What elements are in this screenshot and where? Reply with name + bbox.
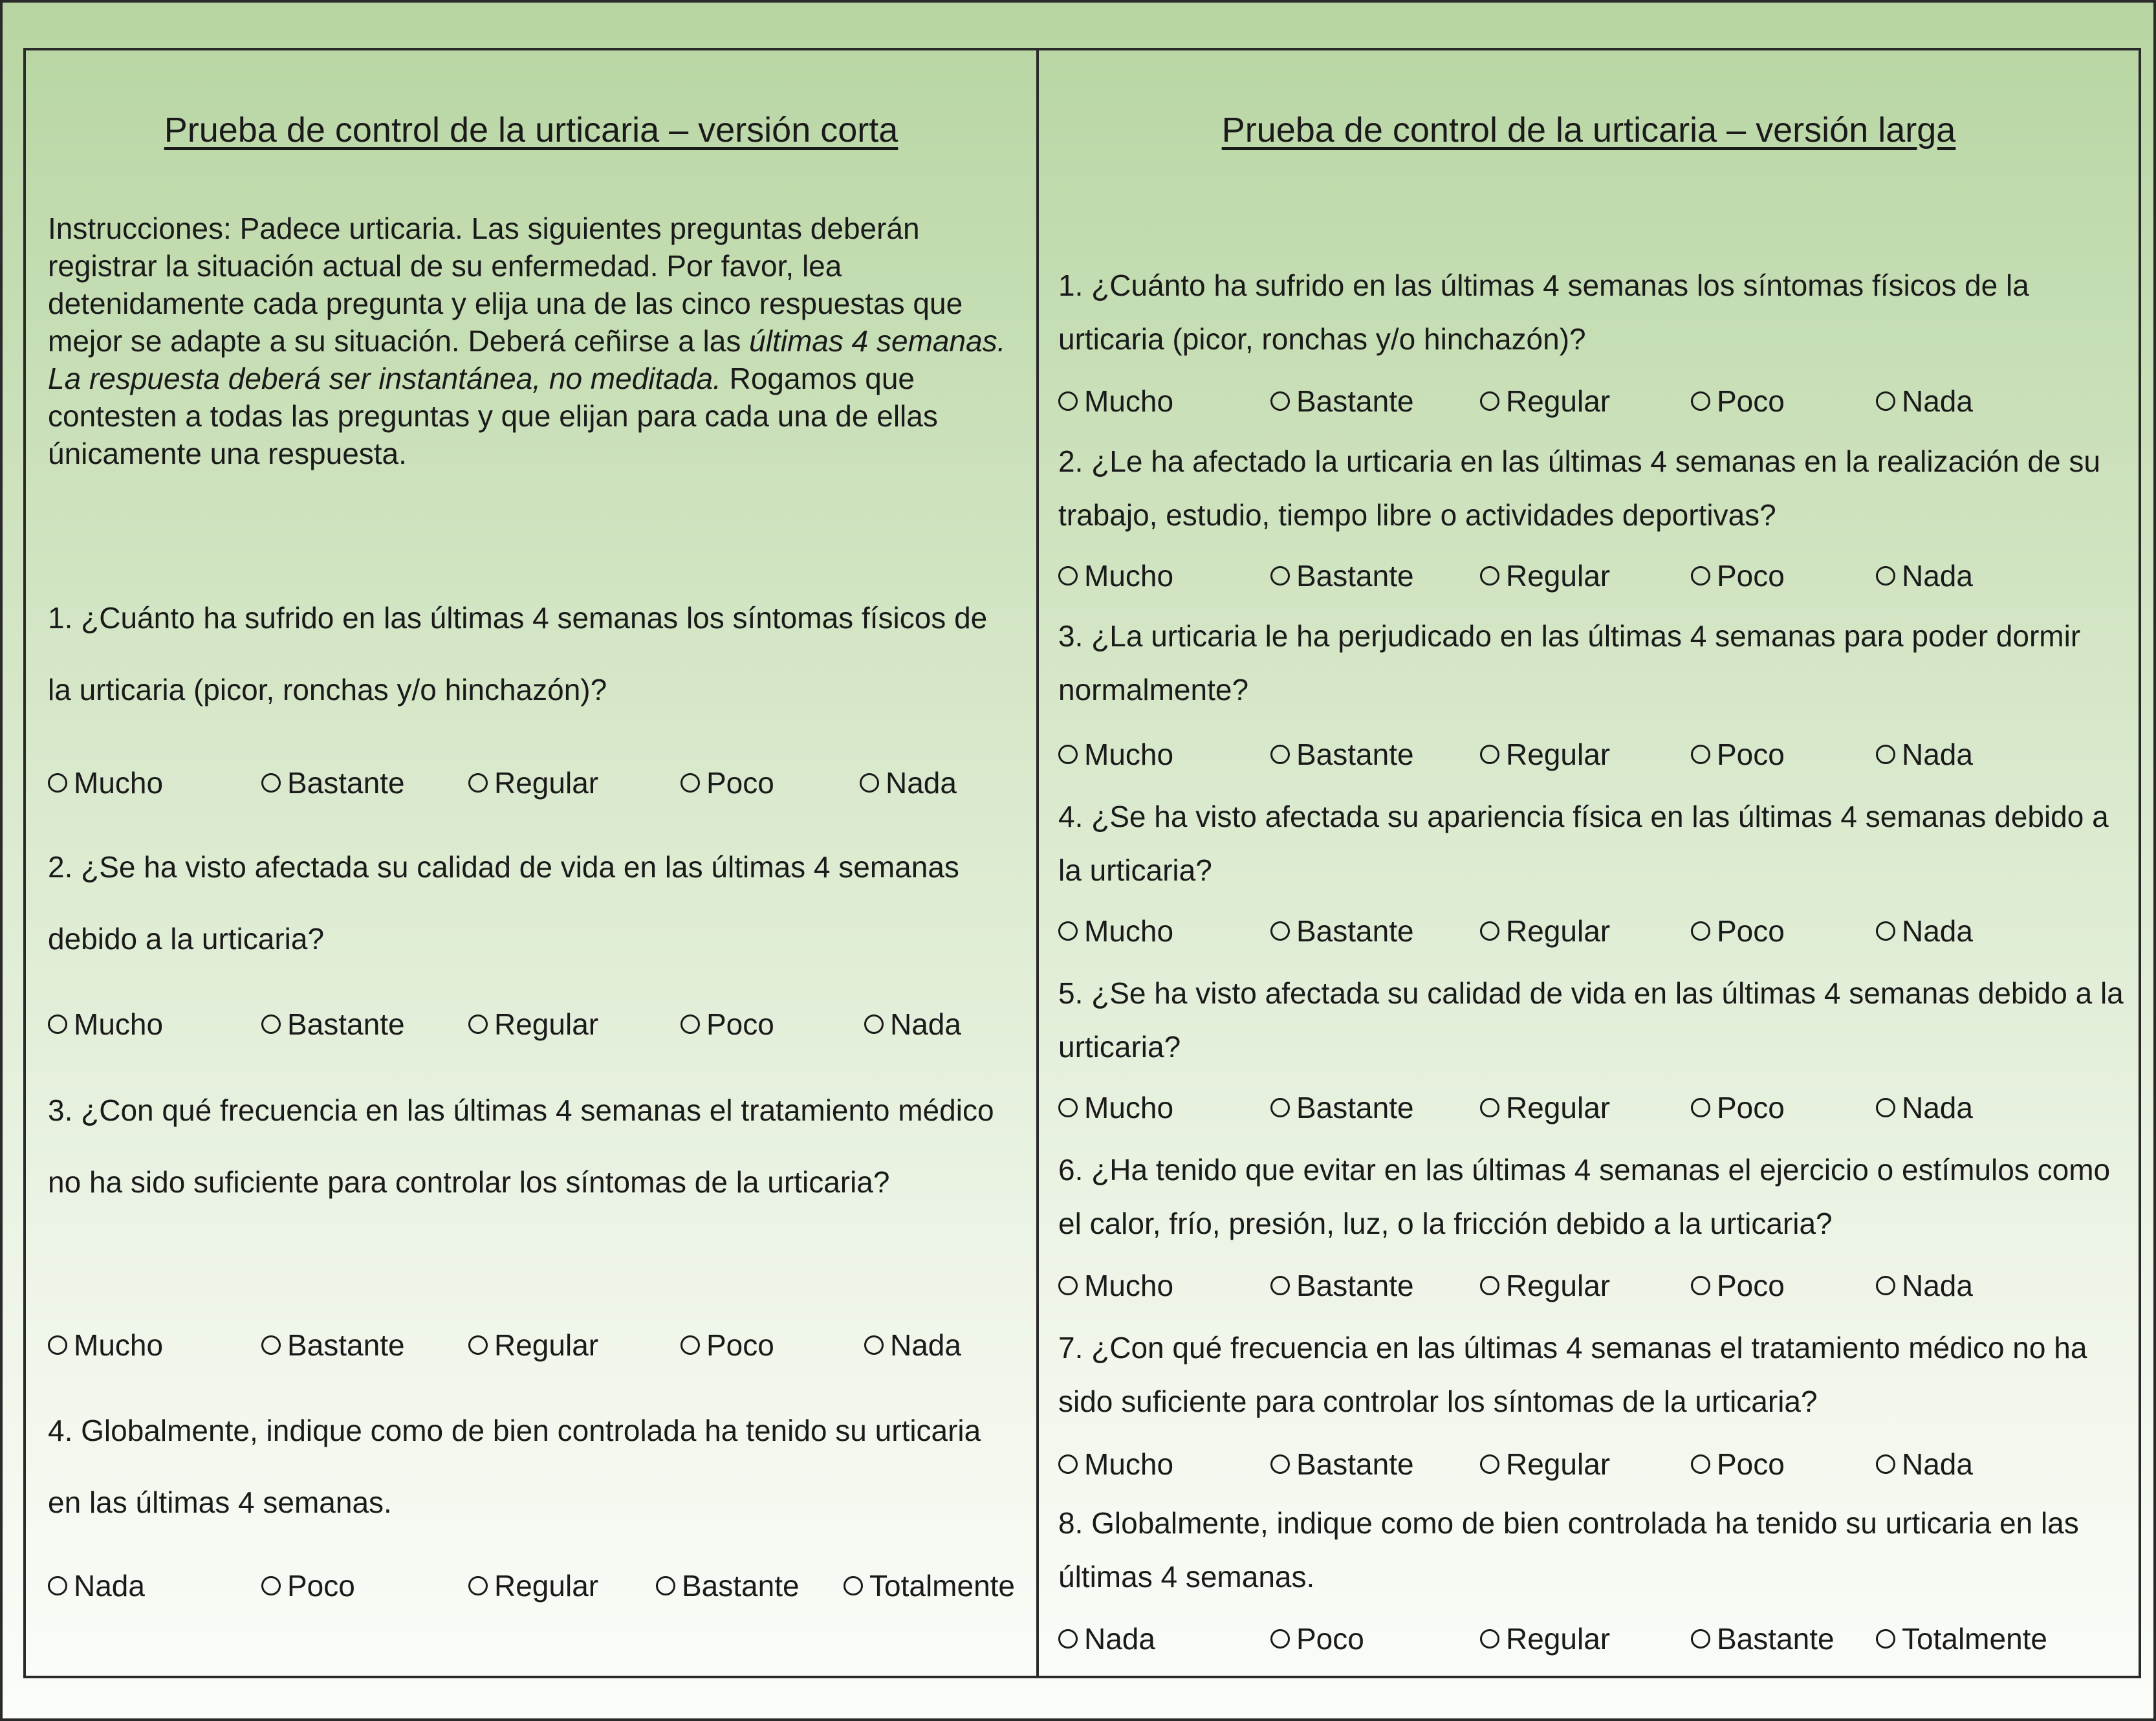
radio-circle-icon[interactable] (1876, 921, 1895, 941)
short-question-2: 2. ¿Se ha visto afectada su calidad de vida en las últimas 4 semanas debido a la urticaria? (48, 850, 959, 956)
radio-circle-icon[interactable] (1691, 1276, 1710, 1295)
option-label: Nada (1084, 1622, 1155, 1656)
long-q3-option-5[interactable] (1876, 737, 1973, 772)
long-q7-option-1[interactable] (1058, 1447, 1173, 1482)
long-question-4-options (1058, 914, 2132, 952)
long-q5-option-1[interactable] (1058, 1090, 1173, 1125)
option-label: Poco (1717, 738, 1785, 771)
long-q2-option-3[interactable] (1480, 558, 1610, 593)
radio-circle-icon[interactable] (1270, 1629, 1290, 1649)
option-label: Bastante (1296, 914, 1414, 948)
radio-circle-icon[interactable] (656, 1576, 675, 1595)
option-label: Regular (1506, 1269, 1611, 1302)
radio-circle-icon[interactable] (1691, 745, 1710, 764)
radio-circle-icon[interactable] (681, 1014, 700, 1034)
radio-circle-icon[interactable] (1058, 391, 1078, 411)
long-q1-option-3[interactable] (1480, 384, 1610, 419)
long-q8-option-1[interactable] (1058, 1621, 1155, 1656)
short-q2-option-5[interactable] (864, 1007, 961, 1042)
long-question-4: 4. ¿Se ha visto afectada su apariencia física en las últimas 4 semanas debido a la urticaria? (1058, 800, 2109, 887)
radio-circle-icon[interactable] (1270, 745, 1290, 764)
option-label: Bastante (287, 766, 405, 800)
long-q5-option-3[interactable] (1480, 1090, 1610, 1125)
radio-circle-icon[interactable] (1876, 566, 1895, 586)
long-q6-option-1[interactable] (1058, 1268, 1173, 1303)
option-label: Nada (1902, 1447, 1973, 1481)
option-label: Poco (706, 766, 774, 800)
long-q4-option-5[interactable] (1876, 914, 1973, 948)
long-q3-option-3[interactable] (1480, 737, 1610, 772)
option-label: Totalmente (869, 1569, 1016, 1603)
instructions-italic: últimas 4 semanas. La respuesta deberá ser instantánea, no meditada. (48, 324, 1006, 395)
long-q8-option-5[interactable] (1876, 1621, 2047, 1656)
short-q1-option-3[interactable] (468, 765, 598, 800)
long-question-2: 2. ¿Le ha afectado la urticaria en las últimas 4 semanas en la realización de su trabajo, estudio, tiempo libre o actividades deportivas? (1058, 444, 2100, 532)
option-label: Mucho (74, 1007, 164, 1041)
radio-circle-icon[interactable] (1480, 566, 1499, 586)
radio-circle-icon[interactable] (468, 1014, 488, 1034)
option-label: Regular (1506, 384, 1611, 418)
radio-circle-icon[interactable] (468, 773, 488, 793)
radio-circle-icon[interactable] (1270, 1454, 1290, 1474)
radio-circle-icon[interactable] (864, 1014, 884, 1034)
short-question-3-options (48, 1328, 1031, 1366)
radio-circle-icon[interactable] (48, 1576, 67, 1595)
radio-circle-icon[interactable] (1270, 921, 1290, 941)
option-label: Regular (494, 1328, 599, 1362)
long-question-8: 8. Globalmente, indique como de bien controlada ha tenido su urticaria en las últimas 4 semanas. (1058, 1506, 2079, 1594)
radio-circle-icon[interactable] (1691, 566, 1710, 586)
short-question-4: 4. Globalmente, indique como de bien controlada ha tenido su urticaria en las últimas 4 semanas. (48, 1414, 981, 1519)
option-label: Poco (1296, 1622, 1364, 1656)
option-label: Mucho (1084, 738, 1174, 771)
option-label: Poco (1717, 914, 1785, 948)
radio-circle-icon[interactable] (1058, 1454, 1078, 1474)
option-label: Bastante (1717, 1622, 1835, 1656)
option-label: Regular (494, 1569, 599, 1603)
radio-circle-icon[interactable] (1691, 1454, 1710, 1474)
long-q6-option-2[interactable] (1270, 1268, 1414, 1303)
long-question-5: 5. ¿Se ha visto afectada su calidad de vida en las últimas 4 semanas debido a la urticaria? (1058, 976, 2124, 1064)
short-q3-option-5[interactable] (864, 1328, 961, 1363)
short-version-column (26, 50, 1036, 1676)
option-label: Bastante (287, 1007, 405, 1041)
radio-circle-icon[interactable] (1480, 1098, 1499, 1117)
radio-circle-icon[interactable] (1270, 1276, 1290, 1295)
option-label: Bastante (1296, 1269, 1414, 1302)
option-label: Bastante (1296, 738, 1414, 771)
long-q7-option-5[interactable] (1876, 1447, 1973, 1482)
radio-circle-icon[interactable] (1058, 745, 1078, 764)
radio-circle-icon[interactable] (1058, 1629, 1078, 1649)
option-label: Mucho (1084, 1447, 1174, 1481)
instructions-part2: Rogamos que contesten a todas las preguntas y que elijan para cada una de ellas únicamente una respuesta. (48, 362, 938, 470)
option-label: Bastante (1296, 559, 1414, 593)
radio-circle-icon[interactable] (1876, 1629, 1895, 1649)
option-label: Totalmente (1902, 1622, 2048, 1656)
radio-circle-icon[interactable] (468, 1576, 488, 1595)
radio-circle-icon[interactable] (261, 773, 281, 793)
short-q2-option-1[interactable] (48, 1007, 163, 1042)
short-q4-option-5[interactable] (844, 1568, 1015, 1603)
radio-circle-icon[interactable] (864, 1335, 884, 1355)
long-q1-option-5[interactable] (1876, 384, 1973, 419)
option-label: Nada (74, 1569, 145, 1603)
radio-circle-icon[interactable] (1058, 921, 1078, 941)
radio-circle-icon[interactable] (1691, 1098, 1710, 1117)
radio-circle-icon[interactable] (681, 1335, 700, 1355)
long-q2-option-5[interactable] (1876, 558, 1973, 593)
radio-circle-icon[interactable] (1270, 1098, 1290, 1117)
short-q4-option-2[interactable] (261, 1568, 355, 1603)
long-q8-option-4[interactable] (1691, 1621, 1835, 1656)
radio-circle-icon[interactable] (1691, 391, 1710, 411)
long-q5-option-5[interactable] (1876, 1090, 1973, 1125)
long-question-3: 3. ¿La urticaria le ha perjudicado en las últimas 4 semanas para poder dormir normalmente? (1058, 619, 2081, 707)
short-question-1: 1. ¿Cuánto ha sufrido en las últimas 4 semanas los síntomas físicos de la urticaria (picor, ronchas y/o hinchazón)? (48, 601, 988, 707)
option-label: Mucho (1084, 559, 1174, 593)
radio-circle-icon[interactable] (261, 1576, 281, 1595)
radio-circle-icon[interactable] (1480, 1454, 1499, 1474)
option-label: Poco (1717, 1269, 1785, 1302)
radio-circle-icon[interactable] (1691, 1629, 1710, 1649)
long-q6-option-3[interactable] (1480, 1268, 1610, 1303)
long-q4-option-2[interactable] (1270, 914, 1414, 948)
radio-circle-icon[interactable] (1876, 391, 1895, 411)
long-q8-option-3[interactable] (1480, 1621, 1610, 1656)
option-label: Poco (287, 1569, 355, 1603)
option-label: Regular (1506, 914, 1611, 948)
radio-circle-icon[interactable] (1058, 1098, 1078, 1117)
long-q7-option-2[interactable] (1270, 1447, 1414, 1482)
radio-circle-icon[interactable] (1480, 1629, 1499, 1649)
radio-circle-icon[interactable] (1480, 391, 1499, 411)
long-q3-option-1[interactable] (1058, 737, 1173, 772)
option-label: Mucho (1084, 914, 1174, 948)
short-q4-option-4[interactable] (656, 1568, 800, 1603)
long-question-7: 7. ¿Con qué frecuencia en las últimas 4 semanas el tratamiento médico no ha sido suficiente para controlar los síntomas de la urticaria? (1058, 1331, 2087, 1418)
radio-circle-icon[interactable] (468, 1335, 488, 1355)
short-q1-option-2[interactable] (261, 765, 405, 800)
long-version-column (1039, 50, 2139, 1676)
radio-circle-icon[interactable] (1058, 1276, 1078, 1295)
long-question-6-options (1058, 1268, 2132, 1307)
option-label: Mucho (1084, 384, 1174, 418)
option-label: Regular (1506, 1447, 1611, 1481)
radio-circle-icon[interactable] (681, 773, 700, 793)
long-q2-option-1[interactable] (1058, 558, 1173, 593)
short-q3-option-3[interactable] (468, 1328, 598, 1363)
radio-circle-icon[interactable] (844, 1576, 863, 1595)
option-label: Regular (1506, 1622, 1611, 1656)
long-q2-option-4[interactable] (1691, 558, 1785, 593)
radio-circle-icon[interactable] (261, 1014, 281, 1034)
long-q7-option-3[interactable] (1480, 1447, 1610, 1482)
option-label: Regular (494, 766, 599, 800)
long-q6-option-5[interactable] (1876, 1268, 1973, 1303)
short-q2-option-2[interactable] (261, 1007, 405, 1042)
option-label: Regular (1506, 1091, 1611, 1124)
radio-circle-icon[interactable] (1876, 1454, 1895, 1474)
radio-circle-icon[interactable] (860, 773, 879, 793)
option-label: Bastante (1296, 384, 1414, 418)
long-question-2-options (1058, 558, 2132, 597)
long-q1-option-2[interactable] (1270, 384, 1414, 419)
radio-circle-icon[interactable] (1480, 921, 1499, 941)
long-question-5-options (1058, 1090, 2132, 1129)
option-label: Bastante (287, 1328, 405, 1362)
option-label: Poco (1717, 1091, 1785, 1124)
option-label: Poco (1717, 1447, 1785, 1481)
option-label: Nada (1902, 1269, 1973, 1302)
option-label: Poco (1717, 384, 1785, 418)
long-question-3-options (1058, 737, 2132, 776)
short-question-3: 3. ¿Con qué frecuencia en las últimas 4 semanas el tratamiento médico no ha sido suficiente para controlar los síntomas de la urticaria? (48, 1093, 994, 1199)
radio-circle-icon[interactable] (1270, 566, 1290, 586)
long-q7-option-4[interactable] (1691, 1447, 1785, 1482)
long-q2-option-2[interactable] (1270, 558, 1414, 593)
radio-circle-icon[interactable] (1691, 921, 1710, 941)
option-label: Poco (706, 1007, 774, 1041)
option-label: Nada (886, 766, 957, 800)
long-question-1-options (1058, 384, 2132, 422)
long-q5-option-4[interactable] (1691, 1090, 1785, 1125)
option-label: Bastante (1296, 1091, 1414, 1124)
short-q3-option-2[interactable] (261, 1328, 405, 1363)
option-label: Regular (494, 1007, 599, 1041)
short-question-1-options (48, 765, 1031, 804)
radio-circle-icon[interactable] (48, 1014, 67, 1034)
long-question-7-options (1058, 1447, 2132, 1485)
radio-circle-icon[interactable] (1480, 745, 1499, 764)
option-label: Nada (1902, 1091, 1973, 1124)
option-label: Bastante (1296, 1447, 1414, 1481)
long-q4-option-4[interactable] (1691, 914, 1785, 948)
long-q1-option-4[interactable] (1691, 384, 1785, 419)
option-label: Mucho (74, 766, 164, 800)
long-q8-option-2[interactable] (1270, 1621, 1364, 1656)
short-q1-option-4[interactable] (681, 765, 774, 800)
radio-circle-icon[interactable] (48, 1335, 67, 1355)
option-label: Nada (1902, 384, 1973, 418)
long-question-1: 1. ¿Cuánto ha sufrido en las últimas 4 semanas los síntomas físicos de la urticaria (picor, ronchas y/o hinchazón)? (1058, 269, 2029, 356)
short-q1-option-1[interactable] (48, 765, 163, 800)
option-label: Bastante (682, 1569, 800, 1603)
instructions-part1: Instrucciones: Padece urticaria. Las siguientes preguntas deberán registrar la situación actual de su enfermedad. Por favor, lea detenidamente cada pregunta y elija una de las cinco respuestas que mejor se adapte a su situación. Deberá ceñirse a las (48, 212, 963, 358)
option-label: Nada (1902, 914, 1973, 948)
radio-circle-icon[interactable] (1058, 566, 1078, 586)
option-label: Nada (1902, 738, 1973, 771)
radio-circle-icon[interactable] (1270, 391, 1290, 411)
radio-circle-icon[interactable] (1480, 1276, 1499, 1295)
long-q1-option-1[interactable] (1058, 384, 1173, 419)
long-q5-option-2[interactable] (1270, 1090, 1414, 1125)
short-q4-option-3[interactable] (468, 1568, 598, 1603)
option-label: Mucho (1084, 1269, 1174, 1302)
short-q2-option-4[interactable] (681, 1007, 774, 1042)
short-q1-option-5[interactable] (860, 765, 957, 800)
short-q2-option-3[interactable] (468, 1007, 598, 1042)
option-label: Mucho (74, 1328, 164, 1362)
radio-circle-icon[interactable] (1876, 1098, 1895, 1117)
option-label: Nada (1902, 559, 1973, 593)
radio-circle-icon[interactable] (1876, 745, 1895, 764)
instructions-text (48, 210, 1018, 472)
short-q3-option-4[interactable] (681, 1328, 774, 1363)
option-label: Poco (706, 1328, 774, 1362)
short-q4-option-1[interactable] (48, 1568, 145, 1603)
long-q6-option-4[interactable] (1691, 1268, 1785, 1303)
radio-circle-icon[interactable] (261, 1335, 281, 1355)
long-q4-option-3[interactable] (1480, 914, 1610, 948)
option-label: Regular (1506, 738, 1611, 771)
short-question-4-options (48, 1568, 1031, 1607)
long-version-title: Prueba de control de la urticaria – versión larga (1221, 111, 1956, 149)
long-q3-option-2[interactable] (1270, 737, 1414, 772)
long-question-8-options (1058, 1621, 2132, 1660)
option-label: Poco (1717, 559, 1785, 593)
option-label: Regular (1506, 559, 1611, 593)
option-label: Nada (890, 1328, 961, 1362)
long-q4-option-1[interactable] (1058, 914, 1173, 948)
radio-circle-icon[interactable] (48, 773, 67, 793)
option-label: Mucho (1084, 1091, 1174, 1124)
long-question-6: 6. ¿Ha tenido que evitar en las últimas 4 semanas el ejercicio o estímulos como el calor, frío, presión, luz, o la fricción debido a la urticaria? (1058, 1153, 2111, 1240)
short-q3-option-1[interactable] (48, 1328, 163, 1363)
questionnaire-frame (23, 48, 2141, 1678)
long-q3-option-4[interactable] (1691, 737, 1785, 772)
short-version-title: Prueba de control de la urticaria – versión corta (164, 111, 898, 149)
option-label: Nada (890, 1007, 961, 1041)
short-question-2-options (48, 1007, 1031, 1046)
radio-circle-icon[interactable] (1876, 1276, 1895, 1295)
